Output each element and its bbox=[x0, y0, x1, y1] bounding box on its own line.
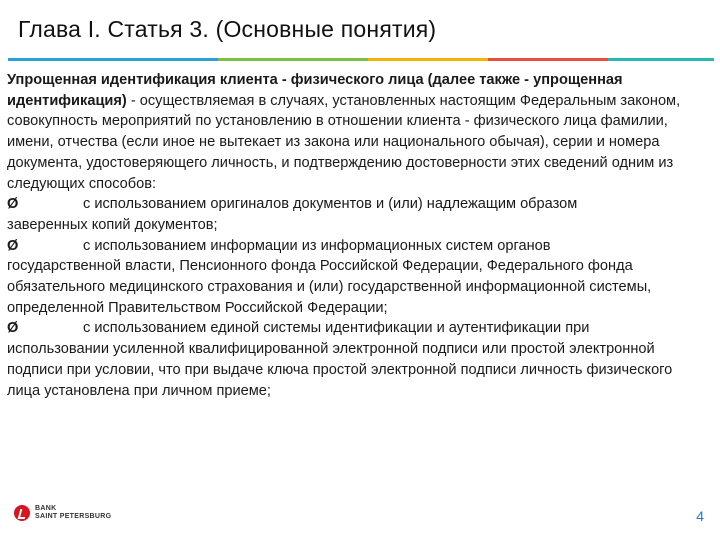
arrow-bullet-icon: Ø bbox=[7, 320, 19, 337]
slide-title: Глава I. Статья 3. (Основные понятия) bbox=[18, 16, 437, 42]
definition-term: Упрощенная идентификация клиента - физического лица (далее также - упрощенная идентификация) bbox=[7, 72, 623, 109]
divider-segment-red bbox=[488, 58, 608, 61]
logo-line-2: SAINT PETERSBURG bbox=[35, 513, 112, 520]
arrow-bullet-icon: Ø bbox=[7, 196, 19, 213]
divider-segment-green bbox=[218, 58, 368, 61]
definition-body: - осуществляемая в случаях, установленных настоящим Федеральным законом, совокупность мероприятий по установлению в отношении клиента - физического лица фамилии, имени, отчества (если иное не вытекает из закона или национального обычая), серии и номера документа, удостоверяющего личность, и подтверждению достоверности этих сведений одним из следующих способов: bbox=[7, 92, 681, 192]
bank-logo-text bbox=[35, 505, 111, 521]
bullet-continuation: государственной власти, Пенсионного фонда Российской Федерации, Федерального фонда обязательного медицинского страхования и (или) государственной информационной системы, определенной Правительством Российской Федерации; bbox=[7, 258, 652, 316]
bullet-continuation: заверенных копий документов; bbox=[7, 216, 218, 233]
page-number: 4 bbox=[696, 508, 704, 524]
bullet-item bbox=[7, 318, 707, 401]
bullet-continuation: использовании усиленной квалифицированной электронной подписи или простой электронной подписи при условии, что при выдаче ключа простой электронной подписи личность физического лица установлена при личном приеме; bbox=[7, 341, 673, 399]
bank-logo-icon bbox=[14, 505, 30, 521]
bullet-item bbox=[7, 194, 707, 235]
definition-paragraph bbox=[7, 70, 707, 194]
bullet-first-line: с использованием информации из информационных систем органов bbox=[83, 237, 551, 254]
divider-segment-teal bbox=[608, 58, 714, 61]
title-divider bbox=[8, 58, 714, 61]
bullet-item bbox=[7, 236, 707, 319]
divider-segment-yellow bbox=[368, 58, 488, 61]
bullet-first-line: с использованием единой системы идентификации и аутентификации при bbox=[83, 320, 590, 337]
divider-segment-blue bbox=[8, 58, 218, 61]
bullet-first-line: с использованием оригиналов документов и (или) надлежащим образом bbox=[83, 196, 578, 213]
body-text bbox=[7, 70, 707, 401]
bank-logo bbox=[14, 505, 111, 521]
logo-line-1: BANK bbox=[35, 505, 57, 512]
arrow-bullet-icon: Ø bbox=[7, 237, 19, 254]
